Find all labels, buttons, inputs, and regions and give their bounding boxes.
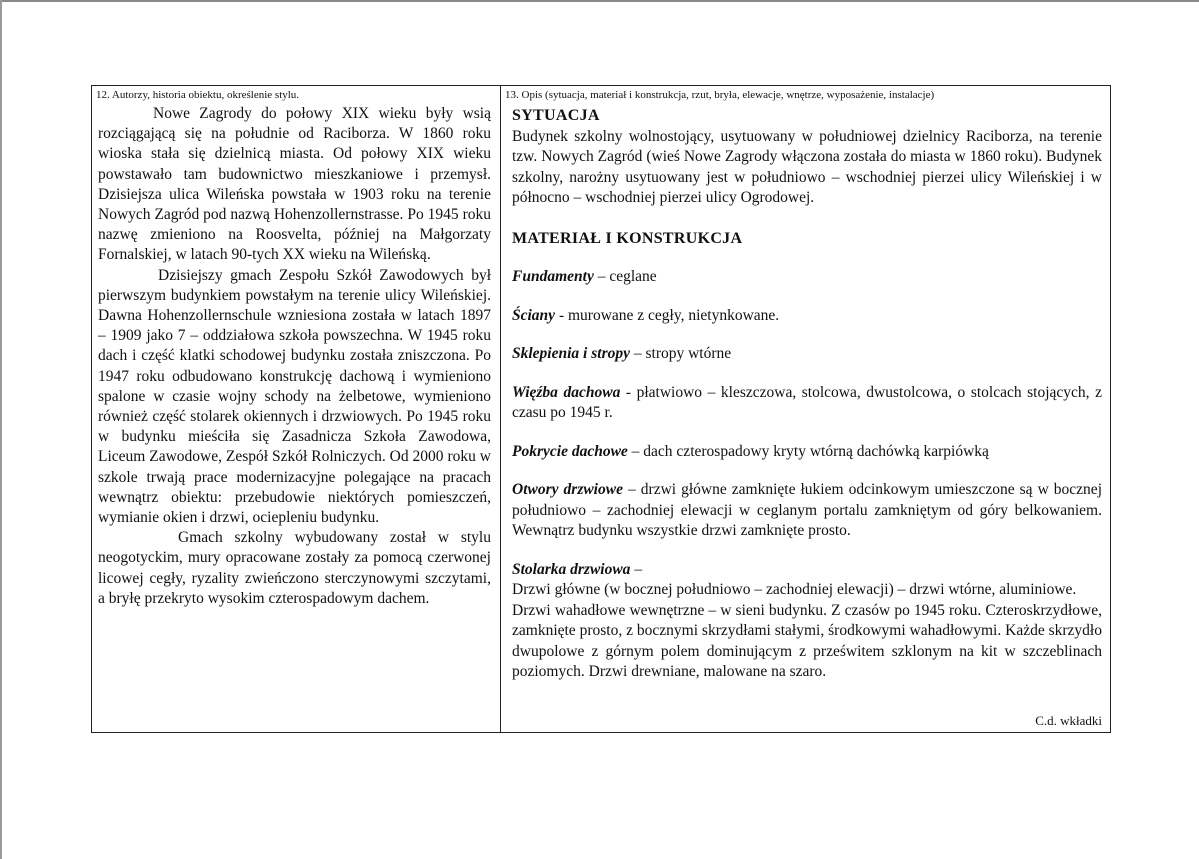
- history-paragraph-1: Nowe Zagrody do połowy XIX wieku były wsią rozciągającą się na południe od Raciborza. W 1860 roku wioska stała się dzielnicą miasta. Od połowy XIX wieku powstawało tam budownictwo mieszkaniowe i przemysł. Dzisiejsza ulica Wileńska powstała w 1903 roku na terenie Nowych Zagród pod nazwą Hohenzollernstrasse. Po 1945 roku nazwę zmieniono na Roosvelta, później na Małgorzaty Fornalskiej, w latach 90-tych XX wieku na Wileńską.: [98, 105, 491, 264]
- material-item: [512, 442, 1102, 463]
- scan-edge-left: [0, 0, 2, 859]
- joinery-dash: –: [630, 560, 643, 578]
- history-column: [92, 86, 501, 732]
- description-body: [512, 106, 1102, 683]
- material-item: [512, 267, 1102, 288]
- material-text: - płatwiowo – kleszczowa, stolcowa, dwustolcowa, o stolcach stojących, z czasu po 1945 r.: [512, 383, 1102, 421]
- joinery-paragraph-1: Drzwi główne (w bocznej południowo – zachodniej elewacji) – drzwi wtórne, aluminiowe.: [512, 581, 1077, 598]
- history-text: [98, 104, 491, 609]
- history-paragraph-2: Dzisiejszy gmach Zespołu Szkół Zawodowych był pierwszym budynkiem powstałym na terenie ulicy Wileńskiej. Dawna Hohenzollernschule wzniesiona została w latach 1897 – 1909 jako 7 – oddziałowa szkoła powszechna. W 1945 roku dach i część klatki schodowej budynku została zniszczona. Po 1947 roku odbudowano konstrukcję dachową i wymieniono spalone w czasie wojny schody na żelbetowe, wymieniono również część stolarek okiennych i drzwiowych. Po 1945 roku w budynku mieściła się Zasadnicza Szkoła Zawodowa, Liceum Zawodowe, Zespół Szkół Rolniczych. Od 2000 roku w szkole trwają prace modernizacyjne polegające na pracach wewnątrz obiektu: przebudowie niektórych pomieszczeń, wymianie okien i drzwi, ociepleniu budynku.: [98, 266, 491, 527]
- material-term: Ściany: [512, 306, 556, 324]
- material-term: Otwory drzwiowe: [512, 481, 623, 498]
- material-term: Sklepienia i stropy: [512, 345, 630, 362]
- scan-edge-top: [0, 0, 1199, 2]
- material-text: – stropy wtórne: [629, 345, 732, 362]
- material-text: – ceglane: [593, 268, 657, 285]
- style-paragraph: Gmach szkolny wybudowany został w stylu neogotyckim, mury opracowane zostały za pomocą czerwonej licowej cegły, ryzality zwieńczono sterczynowymi szczytami, a bryłę przekryto wysokim czterospadowym dachem.: [98, 529, 491, 607]
- description-column: [501, 86, 1110, 732]
- material-item: [512, 383, 1102, 424]
- situation-text: Budynek szkolny wolnostojący, usytuowany w południowej dzielnicy Raciborza, na terenie tzw. Nowych Zagród (wieś Nowe Zagrody włączona została do miasta w 1860 roku). Budynek szkolny, narożny usytuowany jest w południowo – wschodniej pierzei ulicy Wileńskiej i w północno – wschodniej pierzei ulicy Ogrodowej.: [512, 127, 1102, 206]
- description-column-header: 13. Opis (sytuacja, materiał i konstrukcja, rzut, bryła, elewacje, wnętrze, wyposażenie, instalacje): [505, 89, 935, 101]
- joinery-term: Stolarka drzwiowa: [512, 560, 631, 578]
- material-text: – dach czterospadowy kryty wtórną dachówką karpiówką: [627, 442, 989, 460]
- material-item: [512, 306, 1102, 327]
- material-text: – drzwi główne zamknięte łukiem odcinkowym umieszczone są w bocznej południowo – zachodniej elewacji w ceglanym portalu zamkniętym od góry belkowaniem. Wewnątrz budynku wszystkie drzwi zamknięte prosto.: [512, 481, 1102, 539]
- material-item: [512, 480, 1102, 542]
- joinery-heading: [512, 560, 1102, 581]
- material-text: - murowane z cegły, nietynkowane.: [555, 306, 780, 324]
- material-term: Więźba dachowa: [512, 383, 621, 401]
- continuation-note: C.d. wkładki: [1035, 713, 1102, 728]
- inventory-form-table: [91, 85, 1111, 733]
- history-column-header: 12. Autorzy, historia obiektu, określenie stylu.: [96, 89, 300, 101]
- material-term: Fundamenty: [512, 268, 594, 285]
- material-term: Pokrycie dachowe: [512, 442, 628, 460]
- material-item: [512, 344, 1102, 365]
- situation-heading: SYTUACJA: [512, 107, 600, 124]
- material-heading: MATERIAŁ I KONSTRUKCJA: [512, 229, 743, 247]
- joinery-paragraph-2: Drzwi wahadłowe wewnętrzne – w sieni budynku. Z czasów po 1945 roku. Czteroskrzydłowe, zamknięte prosto, z bocznymi skrzydłami stałymi, środkowymi wahadłowymi. Każde skrzydło dwupolowe z górnym polem dominującym z prześwitem szklonym na kit w szczeblinach poziomych. Drzwi drewniane, malowane na szaro.: [512, 601, 1102, 680]
